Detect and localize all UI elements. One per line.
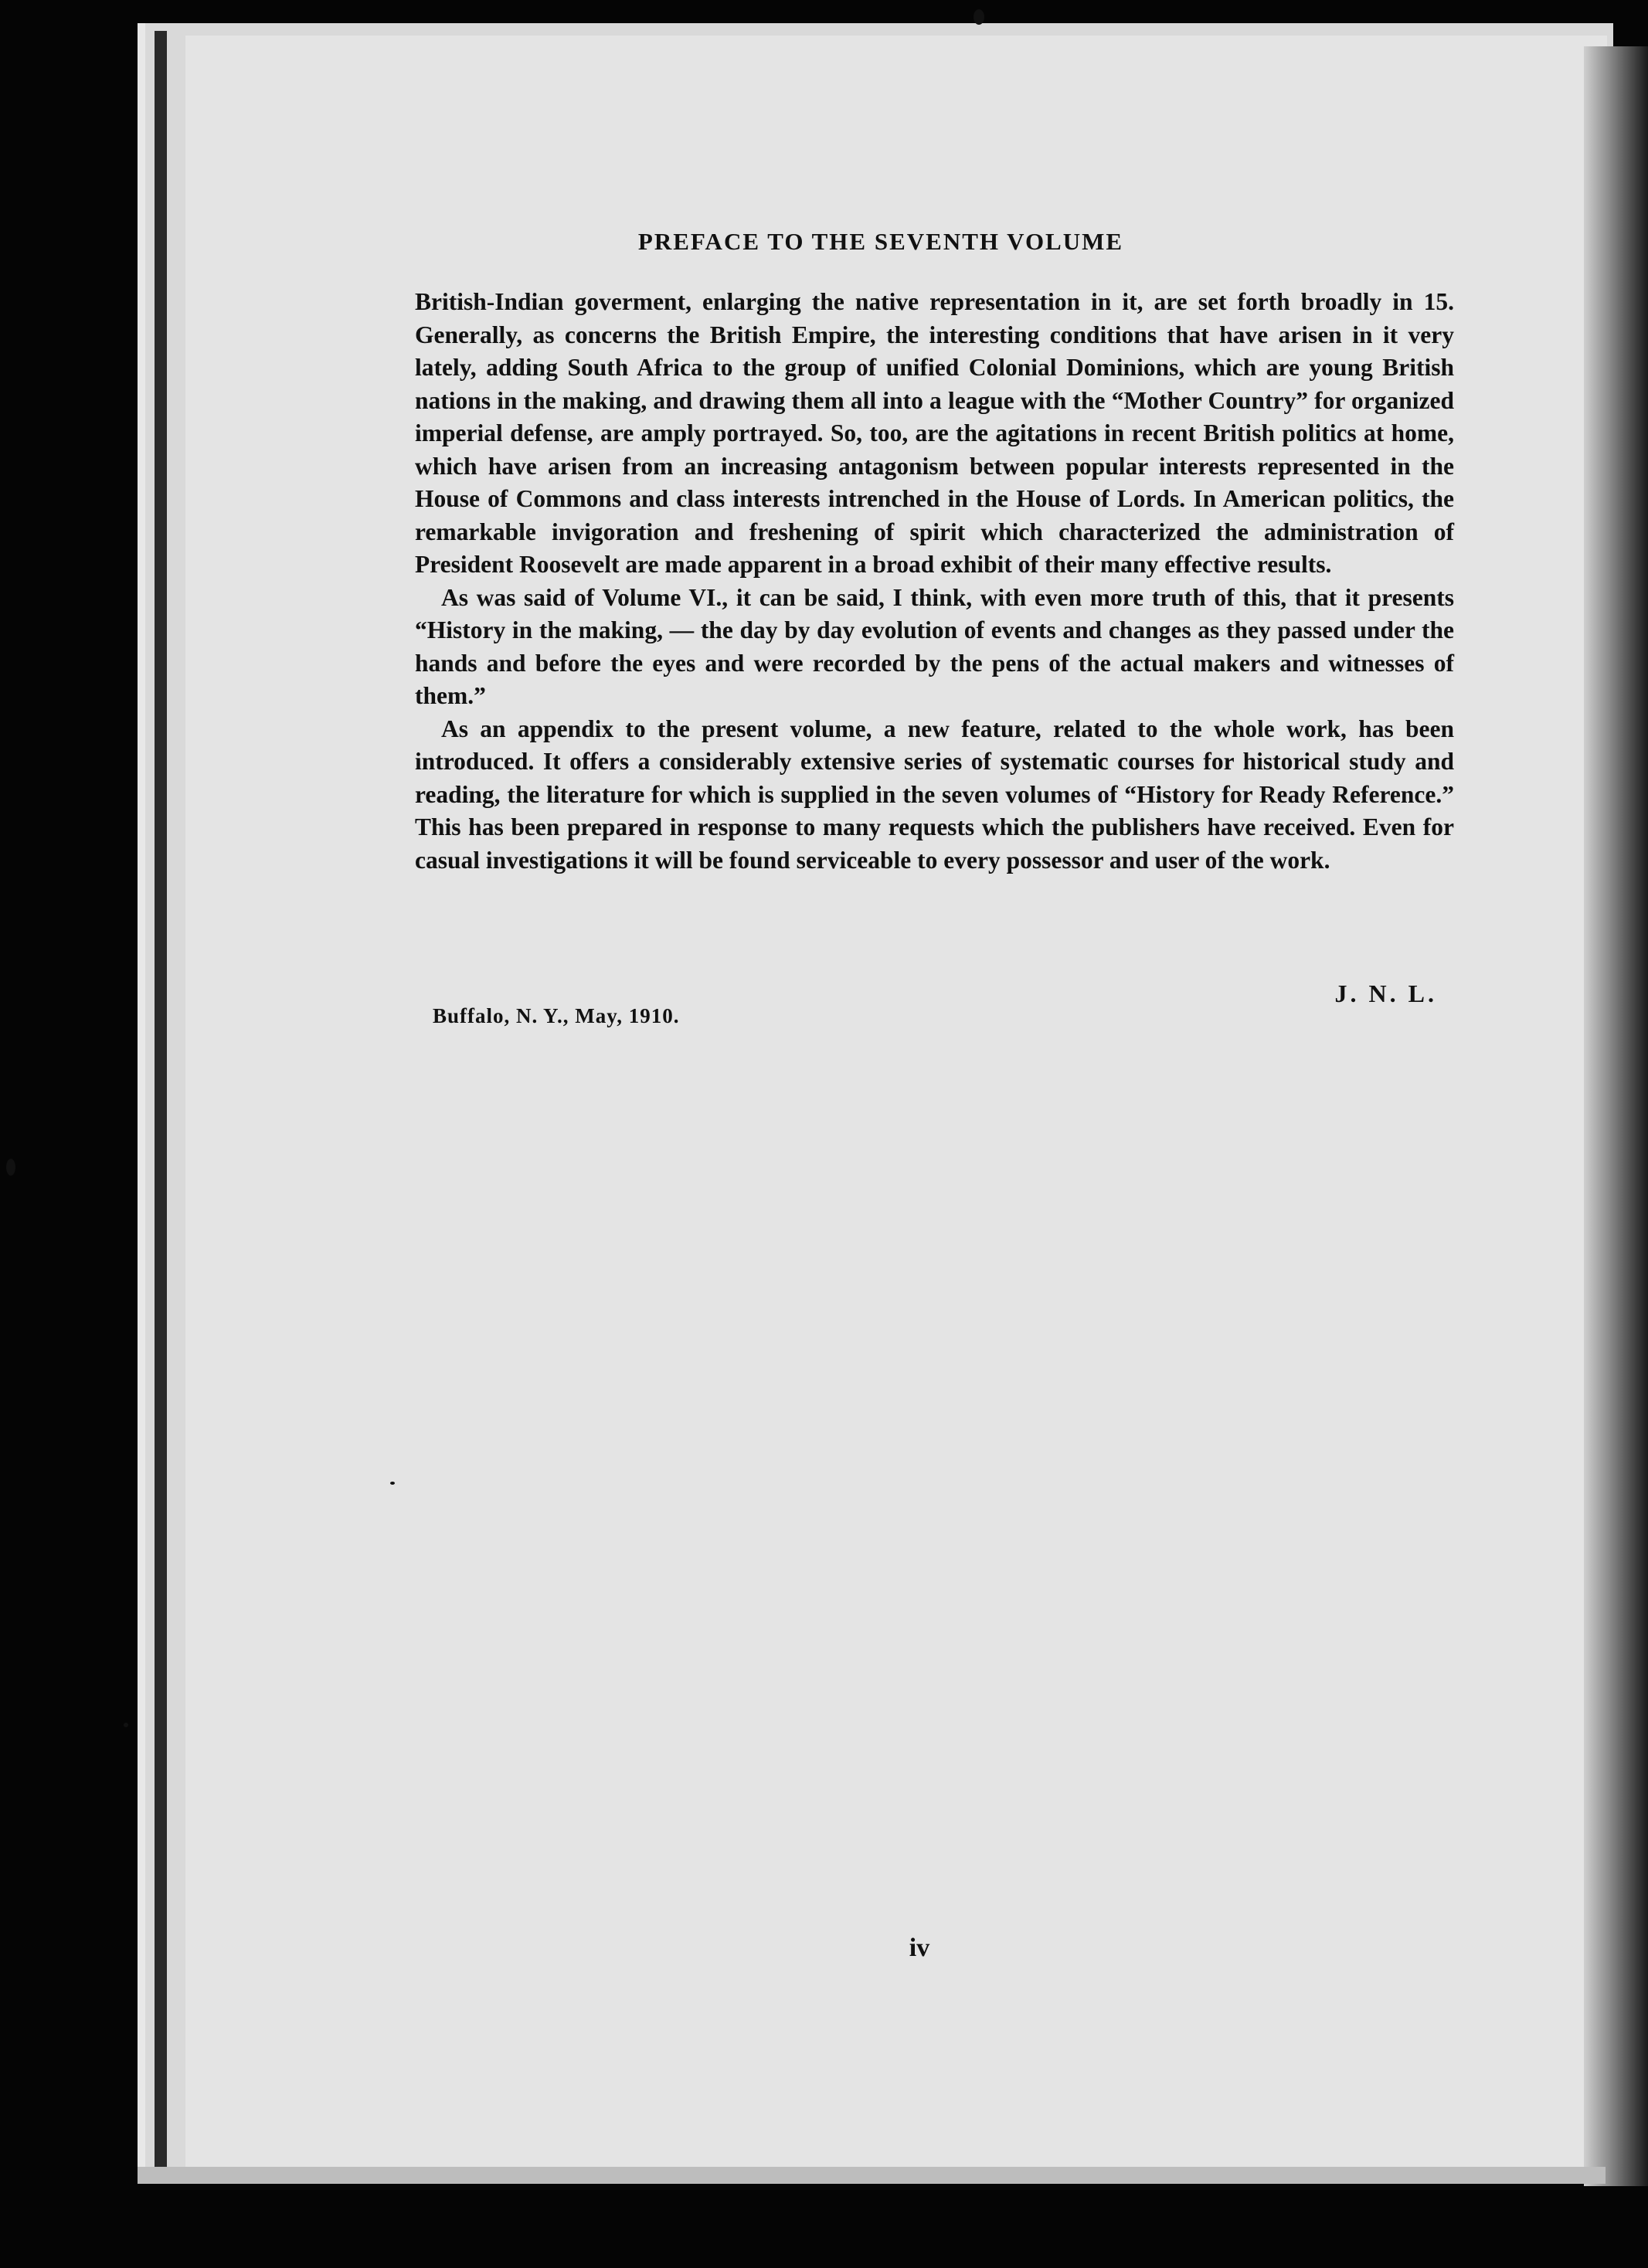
- running-header: PREFACE TO THE SEVENTH VOLUME: [637, 228, 1124, 255]
- paragraph-3: As an appendix to the present volume, a new feature, related to the whole work, has been introduced. It offers a considerably extensive series of systematic courses for historical study and reading, the literature for which is supplied in the seven volumes of “History for Ready Reference.” This has been prepared in response to many requests which the publishers have received. Even for casual investigations it will be found serviceable to every possessor and user of the work.: [415, 715, 1454, 874]
- scan-speck: [390, 1482, 395, 1485]
- paragraph-1: British-Indian goverment, enlarging the native representation in it, are set forth broadly in 15. Generally, as concerns the British Empire, the interesting conditions that have arisen in it very lately, adding South Africa to the group of unified Colonial Dominions, which are young British nations in the making, and drawing them all into a league with the “Mother Country” for organized imperial defense, are amply portrayed. So, too, are the agitations in recent British politics at home, which have arisen from an increasing antagonism between popular interests represented in the House of Commons and class interests intrenched in the House of Lords. In American politics, the remarkable invigoration and freshening of spirit which characterized the administration of President Roosevelt are made apparent in a broad exhibit of their many effective results.: [415, 288, 1454, 578]
- page-edge-shadow: [1584, 46, 1648, 2186]
- page-number: iv: [909, 1934, 930, 1962]
- signature-initials: J. N. L.: [1334, 980, 1437, 1007]
- paragraph-2: As was said of Volume VI., it can be said, I think, with even more truth of this, that it presents “History in the making, — the day by day evolution of events and changes as they passed under the hands and before the eyes and were recorded by the pens of the actual makers and witnesses of them.”: [415, 583, 1454, 709]
- scan-speck: [124, 1723, 128, 1727]
- place-date: Buffalo, N. Y., May, 1910.: [433, 1004, 680, 1027]
- page-bottom-edge: [138, 2167, 1606, 2184]
- preface-body: [415, 286, 1454, 877]
- scan-speck: [6, 1159, 15, 1176]
- binding-edge: [155, 31, 167, 2171]
- scan-speck: [974, 9, 984, 25]
